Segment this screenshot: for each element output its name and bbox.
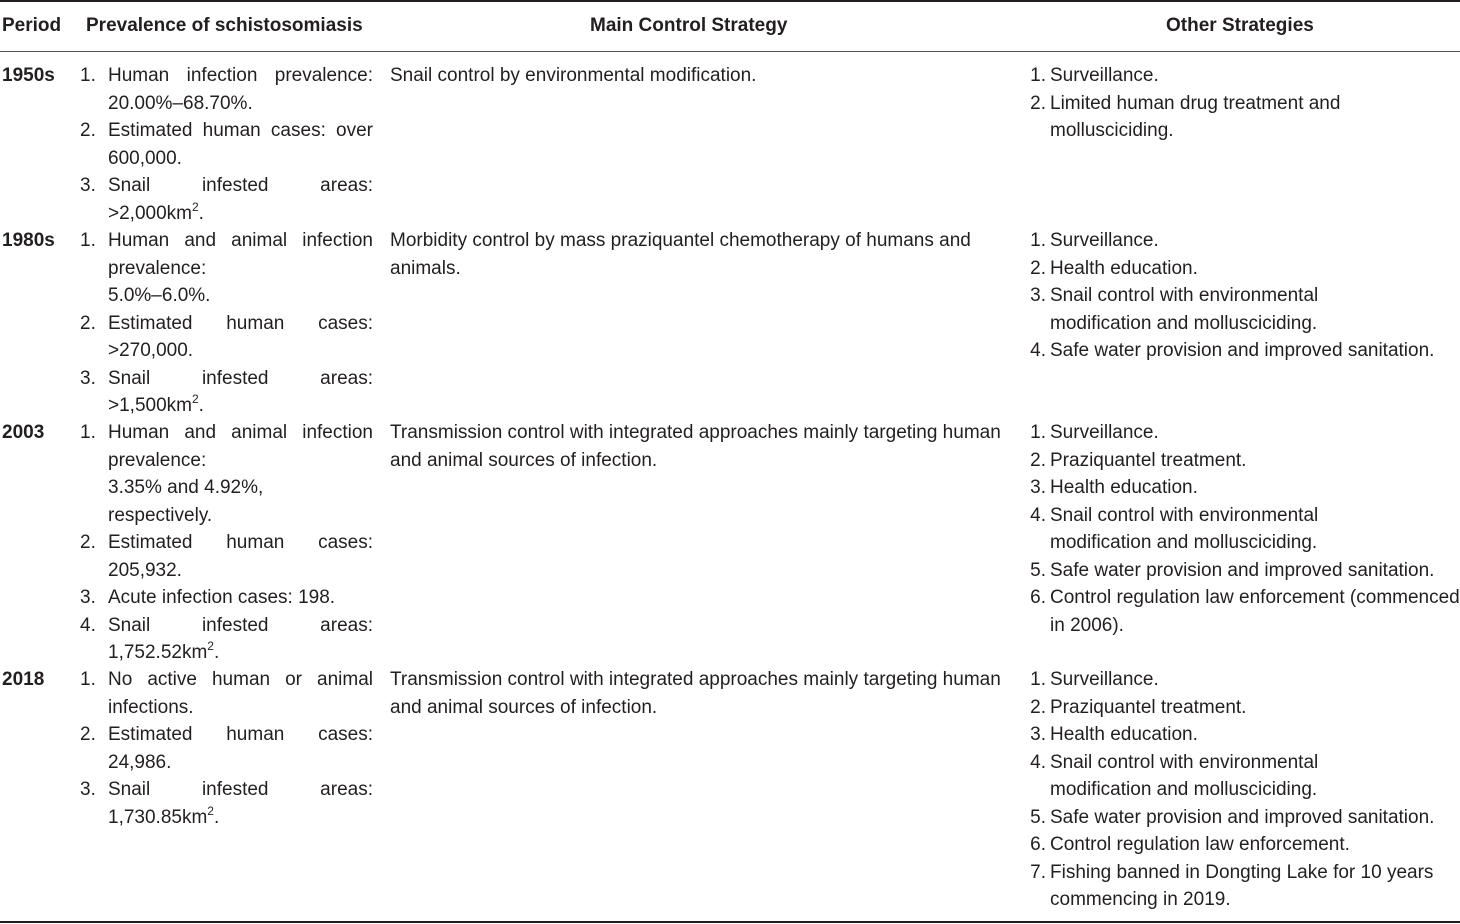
main-strategy-cell: Transmission control with integrated approaches mainly targeting human and animal sources of infection.: [390, 669, 1001, 718]
item-number: 3.: [1030, 724, 1046, 745]
item-number: 2.: [1030, 449, 1046, 471]
item-text: Surveillance.: [1050, 422, 1159, 443]
other-strategy-item: [1030, 227, 1460, 255]
item-number: 3.: [80, 367, 96, 389]
other-strategy-item: [1030, 557, 1460, 585]
other-strategy-item: [1030, 337, 1460, 365]
item-number: 3.: [80, 175, 96, 196]
item-text-tail: .: [198, 202, 204, 224]
item-text: Snail control with environmental: [1050, 285, 1319, 306]
item-text-continued: modification and mollusciciding.: [1050, 312, 1318, 334]
item-text: Health education.: [1050, 477, 1198, 498]
item-number: 3.: [80, 779, 96, 800]
item-text-line: Human and animal infection: [108, 422, 373, 443]
item-number: 1.: [1030, 422, 1046, 443]
item-text-continued: infections.: [108, 696, 194, 718]
item-number: 6.: [1030, 834, 1046, 855]
item-text: Praziquantel treatment.: [1050, 696, 1247, 718]
item-text-continued: >1,500km: [108, 395, 192, 416]
prevalence-item: [80, 721, 373, 776]
item-text-line: Snail infested areas:: [108, 367, 373, 389]
item-text-continued: modification and mollusciciding.: [1050, 532, 1318, 553]
item-text-continued: >2,000km: [108, 202, 192, 224]
item-text-line: Snail infested areas:: [108, 175, 373, 196]
item-text-continued: 5.0%–6.0%.: [108, 285, 211, 306]
item-text-tail: .: [213, 806, 220, 828]
item-text: Limited human drug treatment and mollusciciding.: [1050, 92, 1341, 141]
item-text-line: Snail infested areas:: [108, 779, 373, 800]
prevalence-item: [80, 365, 373, 420]
other-strategy-item: [1030, 666, 1460, 694]
item-number: 1.: [1030, 65, 1046, 86]
item-text-line: Estimated human cases:: [108, 532, 373, 553]
other-strategy-item: [1030, 255, 1460, 283]
item-text-line: Estimated human cases: over: [108, 120, 373, 141]
item-number: 1.: [80, 230, 96, 251]
superscript: 2: [191, 392, 199, 406]
item-text-line: Estimated human cases:: [108, 312, 373, 334]
item-text-tail: .: [198, 395, 204, 416]
item-number: 5.: [1030, 806, 1046, 828]
period-cell: 2003: [2, 422, 45, 443]
item-number: 3.: [80, 587, 96, 608]
item-text: Praziquantel treatment.: [1050, 449, 1247, 471]
other-strategies-list: [1030, 419, 1460, 639]
main-strategy-cell: Snail control by environmental modification.: [390, 65, 757, 86]
item-number: 6.: [1030, 587, 1046, 608]
prevalence-item: [80, 117, 373, 172]
period-cell: 1950s: [2, 65, 55, 86]
other-strategy-item: [1030, 502, 1460, 557]
item-number: 4.: [1030, 340, 1046, 361]
item-number: 4.: [1030, 751, 1046, 773]
period-cell: 2018: [2, 669, 45, 690]
header-other-strategies: Other Strategies: [1166, 15, 1314, 36]
item-text-line: Snail infested areas:: [108, 614, 373, 636]
superscript: 2: [207, 803, 214, 818]
other-strategy-item: [1030, 474, 1460, 502]
item-text-continued: modification and mollusciciding.: [1050, 779, 1318, 800]
table-bottom-rule: [0, 921, 1460, 923]
other-strategy-item: [1030, 447, 1460, 475]
other-strategy-item: [1030, 419, 1460, 447]
other-strategy-item: [1030, 721, 1460, 749]
item-text: Snail control with environmental: [1050, 751, 1319, 773]
other-strategy-item: [1030, 282, 1460, 337]
item-text-continued: 1,730.85km: [108, 806, 208, 828]
prevalence-item: [80, 666, 373, 721]
item-number: 2.: [80, 724, 96, 745]
item-number: 1.: [1030, 669, 1046, 690]
prevalence-item: [80, 419, 373, 529]
item-number: 1.: [80, 422, 96, 443]
item-text-continued: 3.35% and 4.92%,: [108, 477, 264, 498]
table-header-rule: [0, 51, 1460, 52]
prevalence-item: [80, 584, 373, 612]
prevalence-item: [80, 227, 373, 310]
item-text-line: Human infection prevalence:: [108, 65, 373, 86]
item-text-continued: prevalence:: [108, 449, 207, 471]
item-number: 1.: [1030, 230, 1046, 251]
other-strategy-item: [1030, 584, 1460, 639]
item-text: Fishing banned in Dongting Lake for 10 years commencing in 2019.: [1050, 861, 1434, 910]
other-strategies-list: [1030, 227, 1460, 365]
item-text-continued: 24,986.: [108, 751, 172, 773]
superscript: 2: [207, 639, 214, 653]
main-strategy-cell: Morbidity control by mass praziquantel chemotherapy of humans and animals.: [390, 230, 971, 279]
item-number: 4.: [80, 614, 96, 636]
item-number: 2.: [1030, 92, 1046, 114]
superscript: 2: [191, 199, 199, 214]
item-number: 2.: [1030, 696, 1046, 718]
item-text-continued: 205,932.: [108, 559, 182, 581]
item-text-continued: >270,000.: [108, 340, 194, 361]
item-text-line: Estimated human cases:: [108, 724, 373, 745]
other-strategy-item: [1030, 749, 1460, 804]
item-number: 1.: [80, 65, 96, 86]
prevalence-list: [80, 666, 373, 831]
item-text: Snail control with environmental: [1050, 504, 1319, 526]
item-text-line: No active human or animal: [108, 669, 373, 690]
header-period: Period: [2, 15, 62, 36]
other-strategy-item: [1030, 90, 1460, 145]
item-number: 7.: [1030, 861, 1046, 883]
item-text-line: Human and animal infection: [108, 230, 373, 251]
prevalence-item: [80, 612, 373, 667]
other-strategies-list: [1030, 666, 1460, 914]
item-number: 1.: [80, 669, 96, 690]
item-text-continued: 600,000.: [108, 147, 182, 169]
item-text: Surveillance.: [1050, 669, 1159, 690]
item-text: Safe water provision and improved sanitation.: [1050, 806, 1435, 828]
prevalence-list: [80, 227, 373, 420]
item-text: Surveillance.: [1050, 230, 1159, 251]
item-number: 3.: [1030, 285, 1046, 306]
item-text-continued: respectively.: [108, 504, 213, 526]
item-text: Health education.: [1050, 724, 1198, 745]
item-text: Control regulation law enforcement.: [1050, 834, 1350, 855]
item-text: Surveillance.: [1050, 65, 1159, 86]
other-strategies-list: [1030, 62, 1460, 145]
item-number: 4.: [1030, 504, 1046, 526]
table-top-rule: [0, 0, 1460, 2]
other-strategy-item: [1030, 831, 1460, 859]
prevalence-item: [80, 310, 373, 365]
other-strategy-item: [1030, 804, 1460, 832]
item-text-continued: prevalence:: [108, 257, 207, 279]
item-text: Acute infection cases: 198.: [108, 587, 336, 608]
item-text-continued: 20.00%–68.70%.: [108, 92, 253, 114]
period-cell: 1980s: [2, 230, 55, 251]
item-number: 3.: [1030, 477, 1046, 498]
main-strategy-cell: Transmission control with integrated approaches mainly targeting human and animal sources of infection.: [390, 422, 1001, 471]
other-strategy-item: [1030, 62, 1460, 90]
item-text-tail: .: [213, 642, 220, 663]
item-text: Control regulation law enforcement (commenced in 2006).: [1050, 587, 1460, 636]
item-number: 2.: [80, 120, 96, 141]
item-number: 2.: [80, 312, 96, 334]
item-number: 2.: [80, 532, 96, 553]
prevalence-item: [80, 529, 373, 584]
prevalence-list: [80, 62, 373, 227]
item-number: 2.: [1030, 257, 1046, 279]
prevalence-item: [80, 172, 373, 227]
header-main-strategy: Main Control Strategy: [590, 15, 788, 36]
prevalence-list: [80, 419, 373, 667]
prevalence-item: [80, 62, 373, 117]
item-number: 5.: [1030, 559, 1046, 581]
other-strategy-item: [1030, 694, 1460, 722]
prevalence-item: [80, 776, 373, 831]
item-text-continued: 1,752.52km: [108, 642, 208, 663]
item-text: Safe water provision and improved sanitation.: [1050, 559, 1435, 581]
item-text: Health education.: [1050, 257, 1198, 279]
item-text: Safe water provision and improved sanitation.: [1050, 340, 1435, 361]
header-prevalence: Prevalence of schistosomiasis: [86, 15, 363, 36]
other-strategy-item: [1030, 859, 1460, 914]
